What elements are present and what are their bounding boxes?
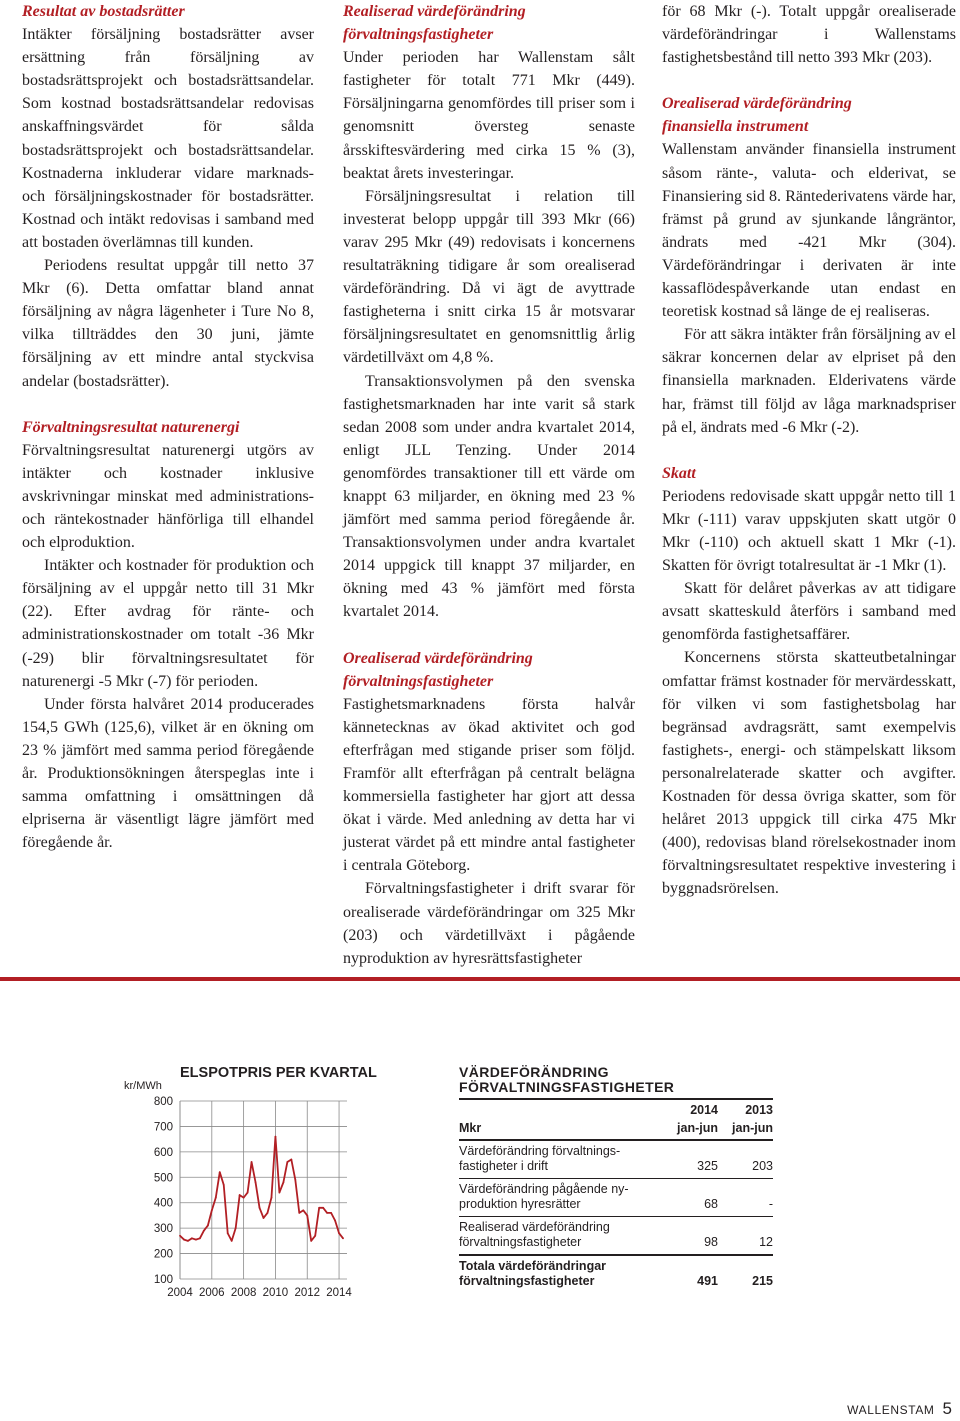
cell-value-2013: 215 <box>752 1274 773 1288</box>
row-label-line: förvaltningsfastigheter <box>459 1235 582 1249</box>
paragraph: Under första halvåret 2014 producerades 154,5 GWh (125,6), vilket är en ökning om 23 % jämfört med samma period föregående år. Produktionsökningen återspeglas inte i samma omfattning i omsättningen då elpriserna är väsentligt lägre jämfört med föregående år. <box>22 695 314 852</box>
section-heading: Resultat av bostadsrätter <box>22 3 185 20</box>
table-row <box>459 1216 773 1254</box>
unit-label: Mkr <box>459 1121 482 1135</box>
data-point <box>294 1179 296 1181</box>
section-heading: Förvaltningsresultat naturenergi <box>22 418 240 436</box>
row-label <box>459 1220 663 1250</box>
x-tick-label: 2006 <box>199 1287 225 1299</box>
chart-y-axis <box>154 1096 173 1286</box>
data-point <box>267 1212 269 1214</box>
value-change-table <box>459 1065 773 1293</box>
row-label-line: Totala värdeförändringar <box>459 1259 607 1273</box>
row-label-line: fastigheter i drift <box>459 1159 548 1173</box>
cell-value-2014: 68 <box>704 1197 718 1211</box>
row-label-line: Värdeförändring förvaltnings- <box>459 1144 621 1158</box>
data-point <box>195 1239 197 1241</box>
table-year-header <box>459 1103 773 1118</box>
y-tick-label: 200 <box>153 1248 173 1261</box>
cell-value-2014: 325 <box>697 1159 718 1173</box>
table-body <box>459 1140 773 1293</box>
data-point <box>334 1220 336 1222</box>
paragraph: för 68 Mkr (-). Totalt uppgår orealiserade värdeförändringar i Wallenstams fastighetsbestånd till netto 393 Mkr (203). <box>662 3 956 67</box>
paragraph: Förvaltningsfastigheter i drift svarar för orealiserade värdeförändringar om 325 Mkr (203) och värdetillväxt i pågående nyproduktion av hyresrättsfastigheter <box>343 880 635 967</box>
section-heading: förvaltningsfastigheter <box>343 672 494 690</box>
data-point <box>231 1240 233 1242</box>
table-row <box>459 1178 773 1216</box>
data-point <box>211 1209 213 1211</box>
table-period-header <box>459 1121 773 1140</box>
data-point <box>187 1240 189 1242</box>
cell-value-2013: 203 <box>752 1159 773 1173</box>
paragraph: Förvaltningsresultat naturenergi utgörs av intäkter och kostnader inklusive avskrivningar minskat med administrations- och räntekostnader hänförliga till elhandel och elproduktion. <box>22 441 314 552</box>
data-point <box>342 1237 344 1239</box>
spacer <box>662 69 956 92</box>
x-tick-label: 2004 <box>167 1287 193 1299</box>
section-heading: Orealiserad värdeförändring <box>662 95 852 113</box>
text-column-right <box>662 0 956 900</box>
row-label <box>459 1144 663 1174</box>
data-point <box>330 1212 332 1214</box>
y-tick-label: 300 <box>153 1223 173 1236</box>
cell-value-2014: 98 <box>704 1235 718 1249</box>
data-point <box>263 1217 265 1219</box>
page-footer <box>847 1399 952 1419</box>
row-label-line: Värdeförändring pågående ny- <box>459 1182 629 1196</box>
y-tick-label: 700 <box>153 1121 173 1134</box>
x-tick-label: 2012 <box>294 1287 321 1299</box>
text-column-left <box>22 0 314 854</box>
chart-ylabel: kr/MWh <box>124 1080 162 1092</box>
row-label-line: förvaltningsfastigheter <box>459 1274 595 1288</box>
table-title: VÄRDEFÖRÄNDRING FÖRVALTNINGSFASTIGHETER <box>459 1065 773 1100</box>
data-point <box>298 1212 300 1214</box>
period-header-2013: jan-jun <box>732 1121 773 1135</box>
y-tick-label: 100 <box>153 1274 173 1286</box>
data-point <box>247 1192 249 1194</box>
chart-title: ELSPOTPRIS PER KVARTAL <box>180 1065 377 1081</box>
y-tick-label: 400 <box>153 1197 173 1210</box>
section-heading: Realiserad värdeförändring <box>343 3 526 20</box>
y-tick-label: 500 <box>153 1172 173 1185</box>
data-point <box>322 1207 324 1209</box>
chart-x-axis <box>167 1287 352 1299</box>
data-point <box>207 1225 209 1227</box>
table-total-row <box>459 1254 773 1293</box>
data-point <box>282 1181 284 1183</box>
data-point <box>279 1192 281 1194</box>
chart-grid <box>180 1101 347 1279</box>
cell-value-2014: 491 <box>697 1274 718 1288</box>
period-header-2014: jan-jun <box>677 1121 718 1135</box>
section-divider <box>0 977 960 981</box>
data-point <box>219 1171 221 1173</box>
data-point <box>259 1207 261 1209</box>
paragraph: Fastighetsmarknadens första halvår kännetecknas av ökad aktivitet och god efterfrågan med stigande priser som följd. Framför allt efterfrågan på centralt belägna kommersiella fastigheter har gjort att dessa ökat i värde. Med anledning av detta har vi justerat värdet på ett mindre antal fastigheter i centrala Göteborg. <box>343 695 635 875</box>
data-point <box>215 1197 217 1199</box>
year-header-2013: 2013 <box>745 1103 773 1117</box>
data-point <box>223 1184 225 1186</box>
data-point <box>302 1209 304 1211</box>
paragraph: Intäkter och kostnader för produktion och försäljning av el uppgår netto till 31 Mkr (22). Efter avdrag för ränte- och administrationskostnader om totalt -36 Mkr (-29) blir förvaltningsresultatet för naturenergi -5 Mkr (-7) för perioden. <box>22 557 314 690</box>
row-label-line: Realiserad värdeförändring <box>459 1220 610 1234</box>
data-point <box>306 1215 308 1217</box>
data-point <box>183 1239 185 1241</box>
data-point <box>179 1235 181 1237</box>
paragraph: Koncernens största skatteutbetalningar omfattar främst kostnader för mervärdesskatt, för vilken vi som fastighetsbolag har begränsad avdragsrätt, samt exempelvis fastighets-, energi- och stämpelskatt liksom personalrelaterade skatter och avgifter. Kostnaden för dessa övriga skatter, som för helåret 2013 uppgick till cirka 475 Mkr (400), redovisas bland rörelsekostnader inom förvaltningsresultatet respektive investering i byggnadsrörelsen. <box>662 649 956 898</box>
data-point <box>251 1161 253 1163</box>
spacer <box>22 393 314 416</box>
row-label <box>459 1182 663 1212</box>
y-tick-label: 800 <box>153 1096 173 1108</box>
year-header-2014: 2014 <box>690 1103 718 1117</box>
paragraph: Periodens redovisade skatt uppgår netto till 1 Mkr (-111) varav uppskjuten skatt utgör 0 Mkr (-110) och aktuell skatt 1 Mkr (-1). Skatten för övrigt totalresultat är -1 Mkr (1). <box>662 487 956 575</box>
data-point <box>239 1194 241 1196</box>
paragraph: Transaktionsvolymen på den svenska fastighetsmarknaden har inte varit så stark sedan 2008 som under andra kvartalet 2014, enligt JLL Tenzing. Under 2014 genomfördes transaktioner till ett värde om knappt 63 miljarder, en ökning med 23 % jämfört med samma period föregående år. Transaktionsvolymen under andra kvartalet 2014 uppgick till knappt 37 miljarder, en ökning med 43 % jämfört med första kvartalet 2014. <box>343 372 635 621</box>
data-point <box>203 1230 205 1232</box>
x-tick-label: 2014 <box>326 1287 352 1299</box>
cell-value-2013: 12 <box>759 1235 773 1249</box>
spacer <box>343 624 635 647</box>
row-label <box>459 1259 663 1289</box>
data-point <box>314 1235 316 1237</box>
section-heading: förvaltningsfastigheter <box>343 26 494 44</box>
y-tick-label: 600 <box>153 1146 173 1159</box>
data-point <box>271 1197 273 1199</box>
data-point <box>235 1227 237 1229</box>
data-point <box>227 1232 229 1234</box>
data-point <box>243 1197 245 1199</box>
paragraph: Intäkter försäljning bostadsrätter avser ersättning från försäljning av bostadsrättsprojekt och bostadsrättsandelar. Som kostnad bostadsrättsandelar redovisas anskaffningsvärdet för sålda bostadsrättsprojekt och bostadsrättsandelar. Kostnaderna inkluderar vidare marknads- och försäljningskostnader för bostadsrätter. Kostnad och intäkt redovisas i samband med att bostaden överlämnas till kunden. <box>22 26 314 251</box>
data-point <box>290 1159 292 1161</box>
data-point <box>310 1240 312 1242</box>
data-point <box>326 1212 328 1214</box>
paragraph: Wallenstam använder finansiella instrument såsom ränte-, valuta- och elderivat, se Finansiering sid 8. Räntederivatens värde har, främst på grund av sjunkande långräntor, ändrats med -421 Mkr (304). Värdeförändringar i derivaten är inte kassaflödespåverkande utan endast en teoretisk kostnad så länge de ej realiseras. <box>662 141 956 321</box>
section-heading: Orealiserad värdeförändring <box>343 649 533 667</box>
data-point <box>199 1237 201 1239</box>
paragraph: Periodens resultat uppgår till netto 37 Mkr (6). Detta omfattar bland annat försäljning av några lägenheter i Ture No 8, vilka tillträddes den 30 juni, jämte försäljning av ett mindre antal styckvisa andelar (bostadsrätter). <box>22 257 314 390</box>
data-point <box>318 1207 320 1209</box>
x-tick-label: 2010 <box>262 1287 289 1299</box>
paragraph: Under perioden har Wallenstam sålt fastigheter för totalt 771 Mkr (449). Försäljningarna genomfördes till priser som i genomsnitt översteg senaste årsskiftesvärdering med cirka 15 % (3), beaktat årets investeringar. <box>343 49 635 182</box>
footer-brand: WALLENSTAM <box>847 1403 935 1417</box>
section-heading: finansiella instrument <box>662 118 809 136</box>
text-column-middle <box>343 0 635 970</box>
x-tick-label: 2008 <box>230 1287 257 1299</box>
data-point <box>338 1232 340 1234</box>
section-heading: Skatt <box>662 464 696 482</box>
paragraph: För att säkra intäkter från försäljning av el säkrar koncernen delar av elpriset på den finansiella marknaden. Elderivatens värde har, främst till följd av låga marknadspriser på el, ändrats med -6 Mkr (-2). <box>662 326 956 436</box>
table-row <box>459 1140 773 1178</box>
data-point <box>286 1161 288 1163</box>
data-point <box>275 1136 277 1138</box>
page-number: 5 <box>942 1399 952 1418</box>
data-point <box>255 1181 257 1183</box>
paragraph: Skatt för delåret påverkas av att tidigare avsatt skatteskuld återförs i samband med genomförda fastighetsaffärer. <box>662 580 956 644</box>
data-point <box>191 1237 193 1239</box>
paragraph: Försäljningsresultat i relation till investerat belopp uppgår till 393 Mkr (66) varav 295 Mkr (49) redovisats i koncernens resultaträkning tidigare år som orealiserad värdeförändring. Då vi ägt de avyttrade fastigheterna i snitt cirka 15 år motsvarar försäljningsresultatet en genomsnittlig årlig värdetillväxt om 4,8 %. <box>343 187 635 367</box>
cell-value-2013: - <box>768 1197 773 1211</box>
spacer <box>662 439 956 462</box>
row-label-line: produktion hyresrätter <box>459 1197 581 1211</box>
